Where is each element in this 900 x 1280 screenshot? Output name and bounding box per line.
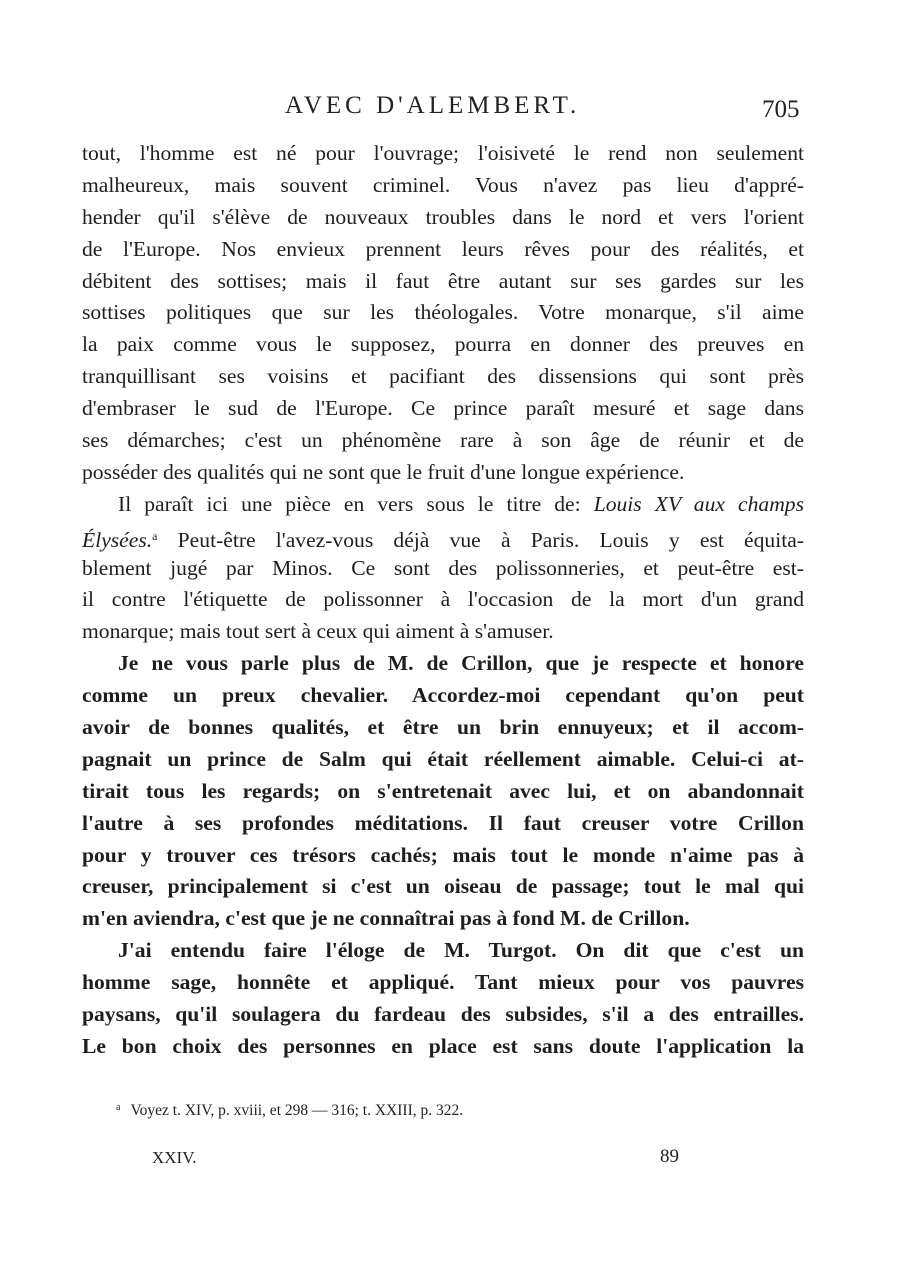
text-line: ses démarches; c'est un phénomène rare à son âge de réunir et de — [82, 428, 804, 453]
text-line: d'embraser le sud de l'Europe. Ce prince paraît mesuré et sage dans — [82, 396, 804, 421]
text-line: blement jugé par Minos. Ce sont des polissonneries, et peut-être est- — [82, 555, 804, 580]
text-line: tout, l'homme est né pour l'ouvrage; l'oisiveté le rend non seulement — [82, 141, 804, 165]
footnote — [116, 1102, 463, 1120]
text-line: creuser, principalement si c'est un oiseau de passage; tout le mal qui — [82, 874, 804, 899]
text-line: Le bon choix des personnes en place est sans doute l'application la — [82, 1033, 804, 1058]
footnote-mark: a — [116, 1102, 121, 1113]
letter-text — [82, 138, 804, 1063]
text-run: Peut-être l'avez-vous déjà vue à Paris. Louis y est équita- — [157, 527, 804, 552]
work-title: Élysées. — [82, 527, 153, 552]
text-run: Il paraît ici une pièce en vers sous le titre de: — [118, 491, 594, 516]
text-line: m'en aviendra, c'est que je ne connaîtrai pas à fond M. de Crillon. — [82, 906, 690, 931]
text-line: paysans, qu'il soulagera du fardeau des subsides, s'il a des entrailles. — [82, 1002, 804, 1027]
text-line: la paix comme vous le supposez, pourra en donner des preuves en — [82, 332, 804, 357]
text-line: J'ai entendu faire l'éloge de M. Turgot. On dit que c'est un — [118, 938, 804, 963]
folio-number: 89 — [660, 1146, 679, 1167]
text-line: hender qu'il s'élève de nouveaux troubles dans le nord et vers l'orient — [82, 204, 804, 229]
text-line: posséder des qualités qui ne sont que le fruit d'une longue expérience. — [82, 459, 685, 484]
signature-mark: XXIV. — [152, 1148, 197, 1167]
page-number: 705 — [762, 96, 800, 123]
text-line: Je ne vous parle plus de M. de Crillon, que je respecte et honore — [118, 651, 804, 676]
text-line: pagnait un prince de Salm qui était réellement aimable. Celui-ci at- — [82, 746, 804, 771]
text-line: avoir de bonnes qualités, et être un brin ennuyeux; et il accom- — [82, 715, 804, 740]
text-line: monarque; mais tout sert à ceux qui aiment à s'amuser. — [82, 619, 554, 644]
text-line: comme un preux chevalier. Accordez-moi cependant qu'on peut — [82, 683, 804, 708]
text-line — [82, 489, 804, 521]
text-line: pour y trouver ces trésors cachés; mais tout le monde n'aime pas à — [82, 842, 804, 867]
running-head: AVEC D'ALEMBERT. — [285, 92, 581, 119]
text-line — [82, 521, 804, 553]
footnote-text: Voyez t. XIV, p. xviii, et 298 — 316; t. XXIII, p. 322. — [130, 1102, 464, 1119]
text-line: il contre l'étiquette de polissonner à l'occasion de la mort d'un grand — [82, 587, 804, 612]
text-line: l'autre à ses profondes méditations. Il faut creuser votre Crillon — [82, 810, 804, 835]
text-line: tirait tous les regards; on s'entretenait avec lui, et on abandonnait — [82, 778, 804, 803]
footnote-reference: a — [152, 528, 158, 543]
text-line: homme sage, honnête et appliqué. Tant mieux pour vos pauvres — [82, 970, 804, 995]
work-title: Louis XV aux champs — [593, 491, 804, 516]
text-line: de l'Europe. Nos envieux prennent leurs rêves pour des réalités, et — [82, 236, 804, 261]
text-line: malheureux, mais souvent criminel. Vous n'avez pas lieu d'appré- — [82, 172, 804, 197]
text-line: sottises politiques que sur les théologales. Votre monarque, s'il aime — [82, 300, 804, 325]
text-line: débitent des sottises; mais il faut être autant sur ses gardes sur les — [82, 268, 804, 293]
text-line: tranquillisant ses voisins et pacifiant des dissensions qui sont près — [82, 364, 804, 389]
